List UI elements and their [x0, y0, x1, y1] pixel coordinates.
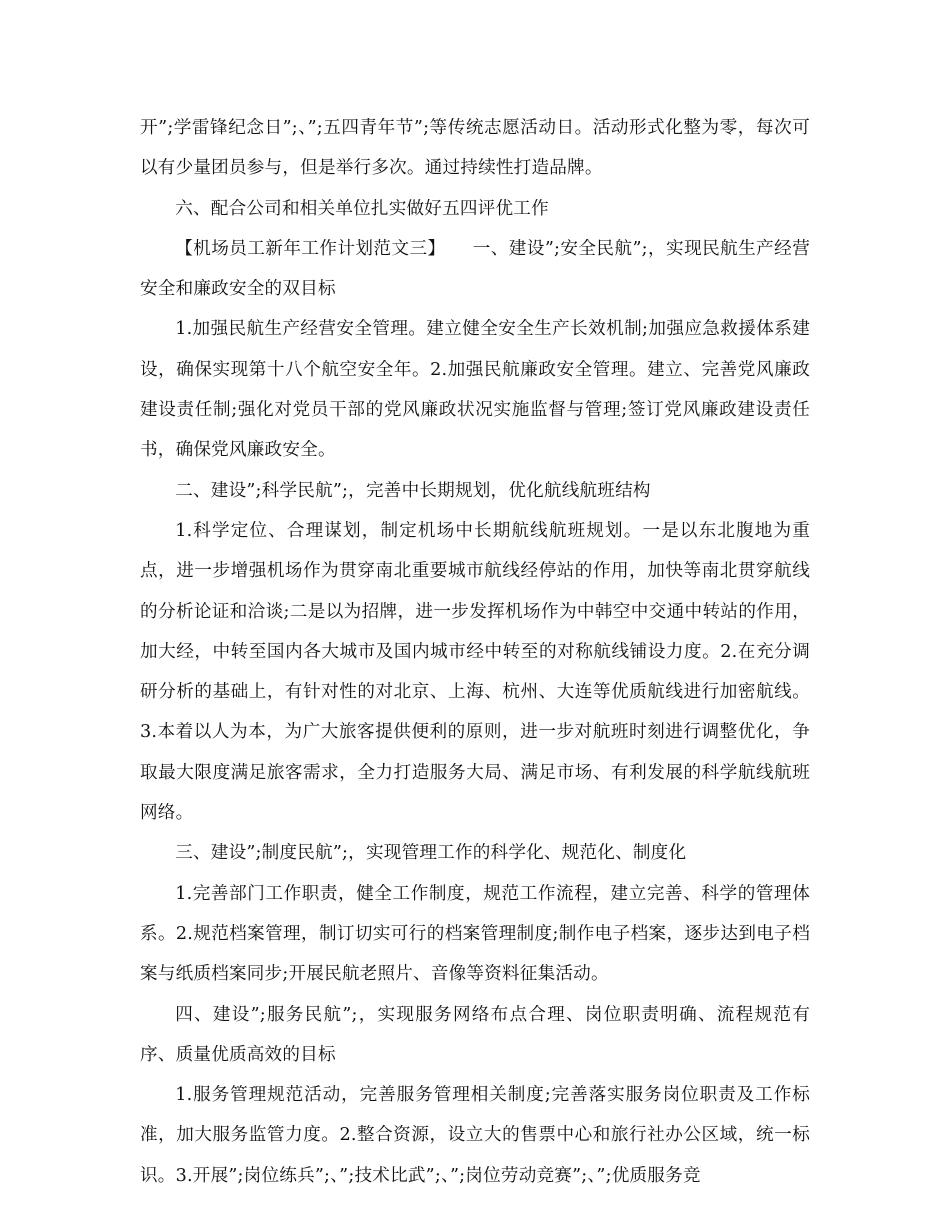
section-heading-3: 三、建设”;制度民航”;，实现管理工作的科学化、规范化、制度化 — [175, 843, 687, 864]
section-heading-2: 二、建设”;科学民航”;，完善中长期规划，优化航线航班结构 — [175, 480, 651, 501]
paragraph-management: 1.完善部门工作职责，健全工作制度，规范工作流程，建立完善、科学的管理体系。2.规范档案管理，制订切实可行的档案管理制度;制作电子档案，逐步达到电子档案与纸质档案同步;开展民航老照片、音像等资料征集活动。 — [140, 883, 810, 985]
section-heading-6: 六、配合公司和相关单位扎实做好五四评优工作 — [175, 198, 549, 219]
section-heading-4: 四、建设”;服务民航”;，实现服务网络布点合理、岗位职责明确、流程规范有序、质量优质高效的目标 — [140, 1004, 810, 1065]
paragraph-planning: 1.科学定位、合理谋划，制定机场中长期航线航班规划。一是以东北腹地为重点，进一步增强机场作为贯穿南北重要城市航线经停站的作用，加快等南北贯穿航线的分析论证和洽谈;二是以为招牌，进一步发挥机场作为中韩空中交通中转站的作用，加大经，中转至国内各大城市及国内城市经中转至的对称航线铺设力度。2.在充分调研分析的基础上，有针对性的对北京、上海、杭州、大连等优质航线进行加密航线。3.本着以人为本，为广大旅客提供便利的原则，进一步对航班时刻进行调整优化，争取最大限度满足旅客需求，全力打造服务大局、满足市场、有利发展的科学航线航班网络。 — [140, 520, 810, 824]
paragraph-service: 1.服务管理规范活动，完善服务管理相关制度;完善落实服务岗位职责及工作标准，加大服务监管力度。2.整合资源，设立大的售票中心和旅行社办公区域，统一标识。3.开展”;岗位练兵”;、”;技术比武”;、”;岗位劳动竞赛”;、”;优质服务竞 — [140, 1085, 810, 1186]
article-title-section-1: 【机场员工新年工作计划范文三】 一、建设”;安全民航”;，实现民航生产经营安全和廉政安全的双目标 — [140, 238, 810, 300]
paragraph-continuation: 开”;学雷锋纪念日”;、”;五四青年节”;等传统志愿活动日。活动形式化整为零，每次可以有少量团员参与，但是举行多次。通过持续性打造品牌。 — [140, 118, 810, 179]
paragraph-safety: 1.加强民航生产经营安全管理。建立健全安全生产长效机制;加强应急救援体系建设，确保实现第十八个航空安全年。2.加强民航廉政安全管理。建立、完善党风廉政建设责任制;强化对党员干部的党风廉政状况实施监督与管理;签订党风廉政建设责任书，确保党风廉政安全。 — [140, 319, 810, 461]
document-body — [140, 108, 810, 1196]
